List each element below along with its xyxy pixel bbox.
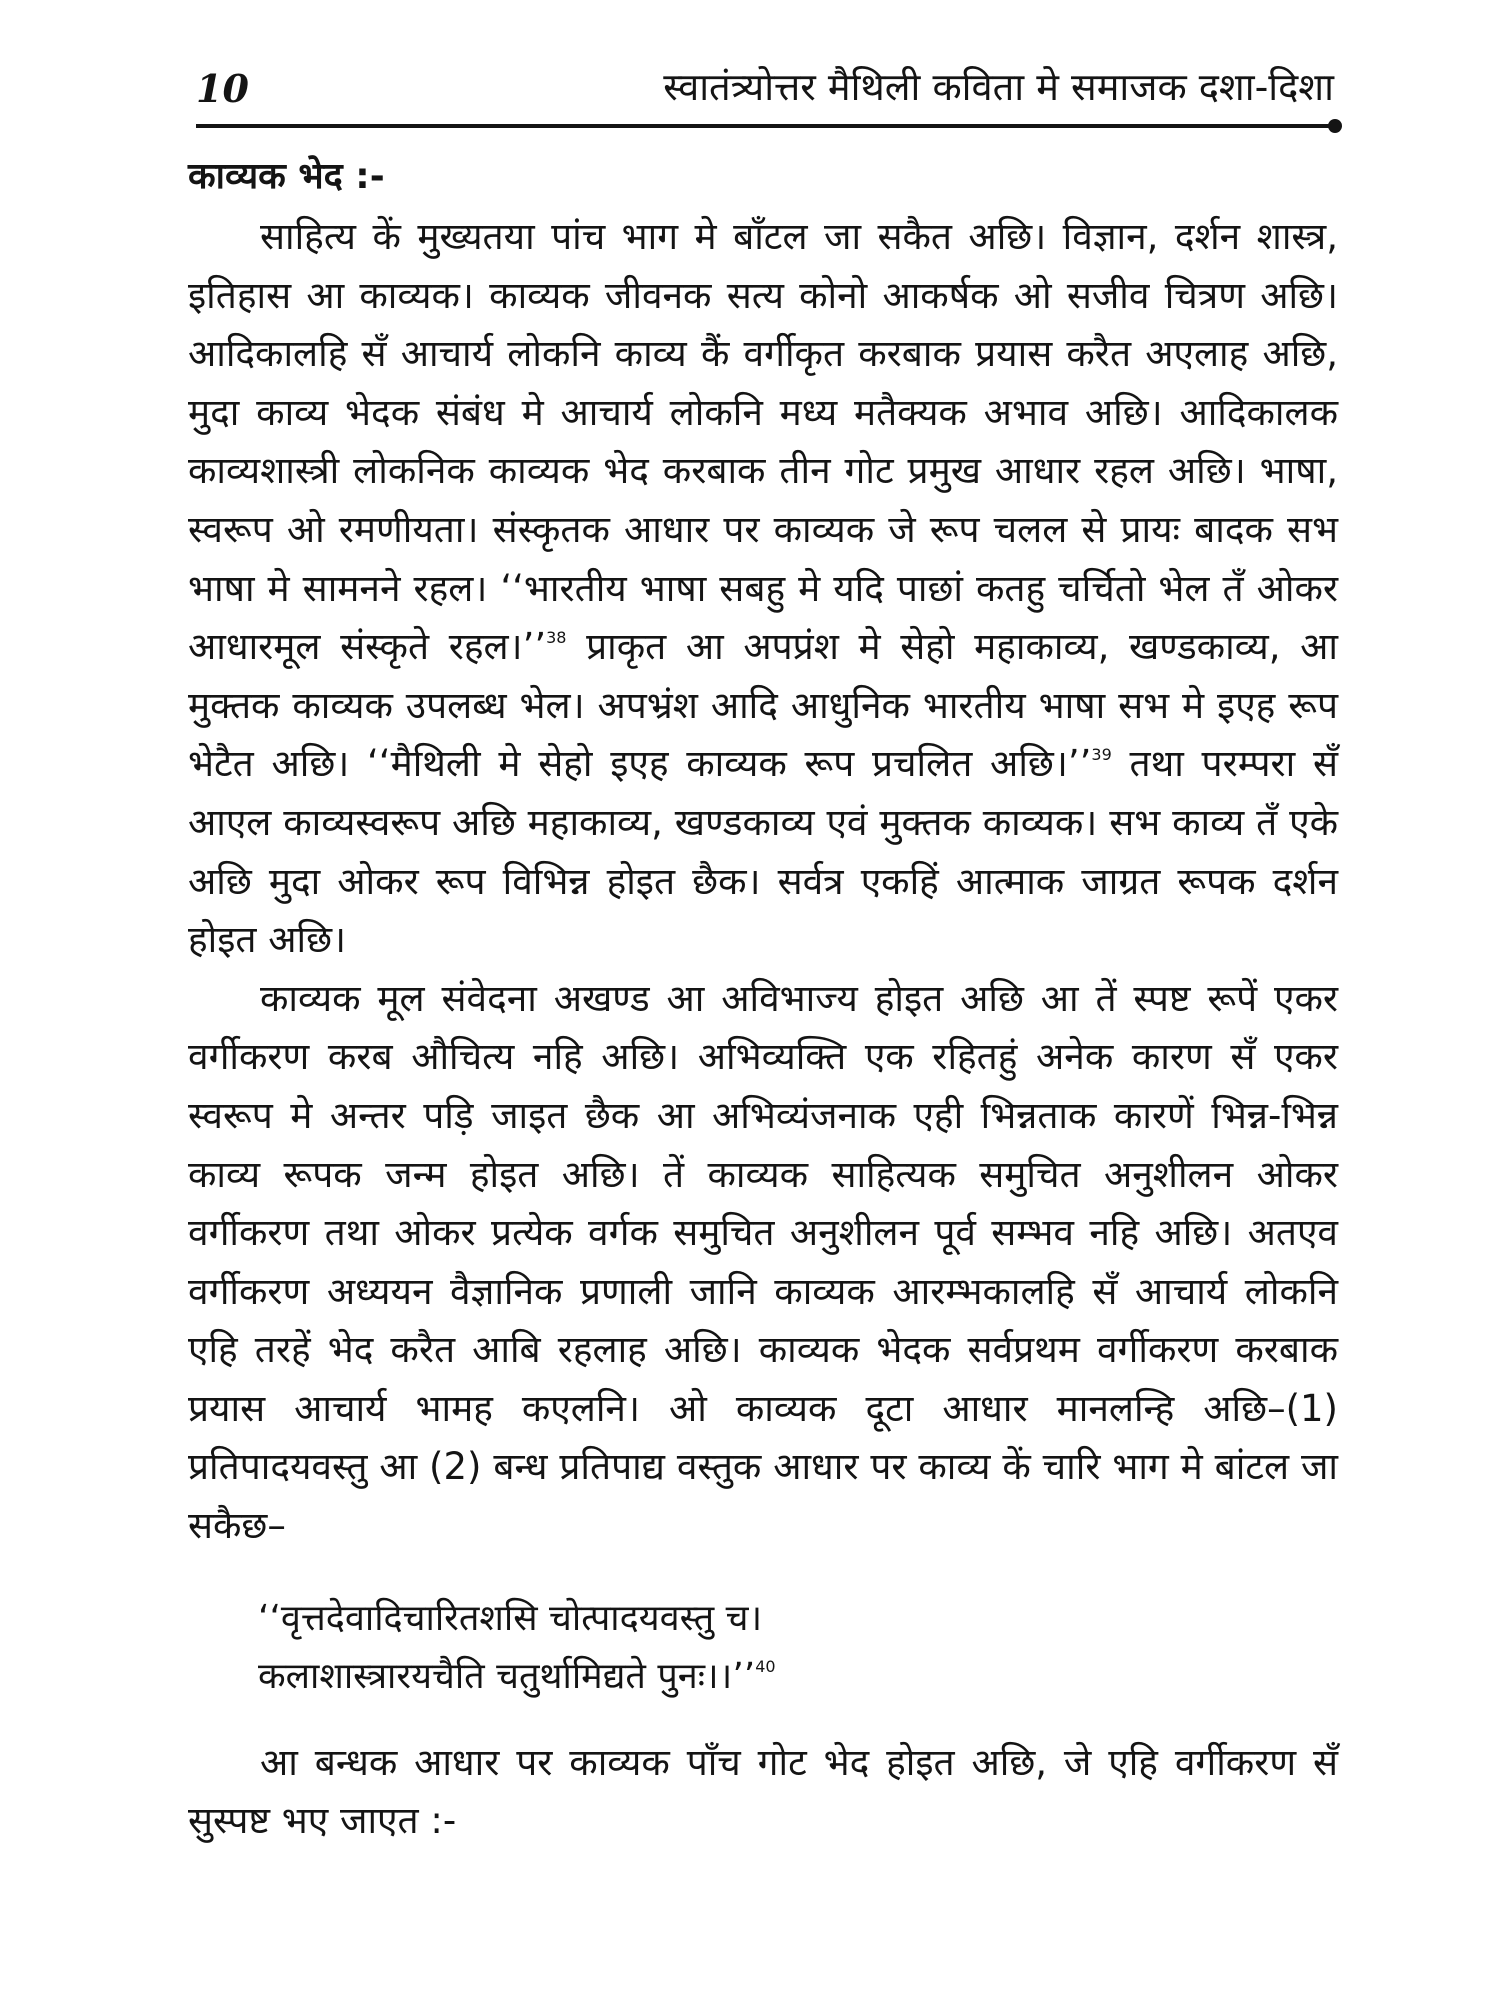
footnote-ref-38: 38 [546, 628, 567, 648]
section-heading: काव्यक भेद :- [188, 156, 385, 197]
page-number: 10 [196, 66, 249, 111]
paragraph-1-text-b: प्राकृत आ अपप्रंश मे सेहो महाकाव्य, खण्डकाव्य, आ मुक्तक काव्यक उपलब्ध भेल। अपभ्रंश आदि आधुनिक भारतीय भाषा सभ मे इएह रूप भेटैत अछि। ‘‘मैथिली मे सेहो इएह काव्यक रूप प्रचलित अछि।’’ [188, 625, 1338, 786]
running-title: स्वातंत्र्योत्तर मैथिली कविता मे समाजक दशा-दिशा [663, 65, 1334, 109]
verse-line-2 [258, 1648, 1338, 1706]
verse-quote [258, 1590, 1338, 1706]
footnote-ref-40: 40 [755, 1656, 776, 1676]
page-body [188, 148, 1338, 1851]
paragraph-1-text-c: तथा परम्परा सँ आएल काव्यस्वरूप अछि महाकाव्य, खण्डकाव्य एवं मुक्तक काव्यक। सभ काव्य तँ एके अछि मुदा ओकर रूप विभिन्न होइत छैक। सर्वत्र एकहिं आत्माक जाग्रत रूपक दर्शन होइत अछि। [188, 742, 1338, 962]
page-header [196, 60, 1336, 124]
paragraph-3: आ बन्धक आधार पर काव्यक पाँच गोट भेद होइत अछि, जे एहि वर्गीकरण सँ सुस्पष्ट भए जाएत :- [188, 1740, 1338, 1843]
paragraph-1-text-a: साहित्य कें मुख्यतया पांच भाग मे बाँटल जा सकैत अछि। विज्ञान, दर्शन शास्त्र, इतिहास आ काव्यक। काव्यक जीवनक सत्य कोनो आकर्षक ओ सजीव चित्रण अछि। आदिकालहि सँ आचार्य लोकनि काव्य कैं वर्गीकृत करबाक प्रयास करैत अएलाह अछि, मुदा काव्य भेदक संबंध मे आचार्य लोकनि मध्य मतैक्यक अभाव अछि। आदिकालक काव्यशास्त्री लोकनिक काव्यक भेद करबाक तीन गोट प्रमुख आधार रहल अछि। भाषा, स्वरूप ओ रमणीयता। संस्कृतक आधार पर काव्यक जे रूप चलल से प्रायः बादक सभ भाषा मे सामनने रहल। ‘‘भारतीय भाषा सबहु मे यदि पाछां कतहु चर्चितो भेल तँ ओकर आधारमूल संस्कृते रहल।’’ [188, 215, 1338, 669]
verse-line-1: ‘‘वृत्तदेवादिचारितशसि चोत्पादयवस्तु च। [258, 1597, 763, 1639]
header-rule [196, 124, 1332, 128]
paragraph-2: काव्यक मूल संवेदना अखण्ड आ अविभाज्य होइत अछि आ तें स्पष्ट रूपें एकर वर्गीकरण करब औचित्य नहि अछि। अभिव्यक्ति एक रहितहुं अनेक कारण सँ एकर स्वरूप मे अन्तर पड़ि जाइत छैक आ अभिव्यंजनाक एही भिन्नताक कारणें भिन्न-भिन्न काव्य रूपक जन्म होइत अछि। तें काव्यक साहित्यक समुचित अनुशीलन ओकर वर्गीकरण तथा ओकर प्रत्येक वर्गक समुचित अनुशीलन पूर्व सम्भव नहि अछि। अतएव वर्गीकरण अध्ययन वैज्ञानिक प्रणाली जानि काव्यक आरम्भकालहि सँ आचार्य लोकनि एहि तरहें भेद करैत आबि रहलाह अछि। काव्यक भेदक सर्वप्रथम वर्गीकरण करबाक प्रयास आचार्य भामह कएलनि। ओ काव्यक दूटा आधार मानलन्हि अछि–(1) प्रतिपादयवस्तु आ (2) बन्ध प्रतिपाद्य वस्तुक आधार पर काव्य कें चारि भाग मे बांटल जा सकैछ– [188, 976, 1338, 1548]
paragraph-1 [188, 208, 1338, 970]
verse-line-2-text: कलाशास्त्रारयचैति चतुर्थामिद्यते पुनः।।’’ [258, 1655, 756, 1697]
header-rule-dot [1328, 119, 1342, 133]
footnote-ref-39: 39 [1091, 745, 1112, 765]
